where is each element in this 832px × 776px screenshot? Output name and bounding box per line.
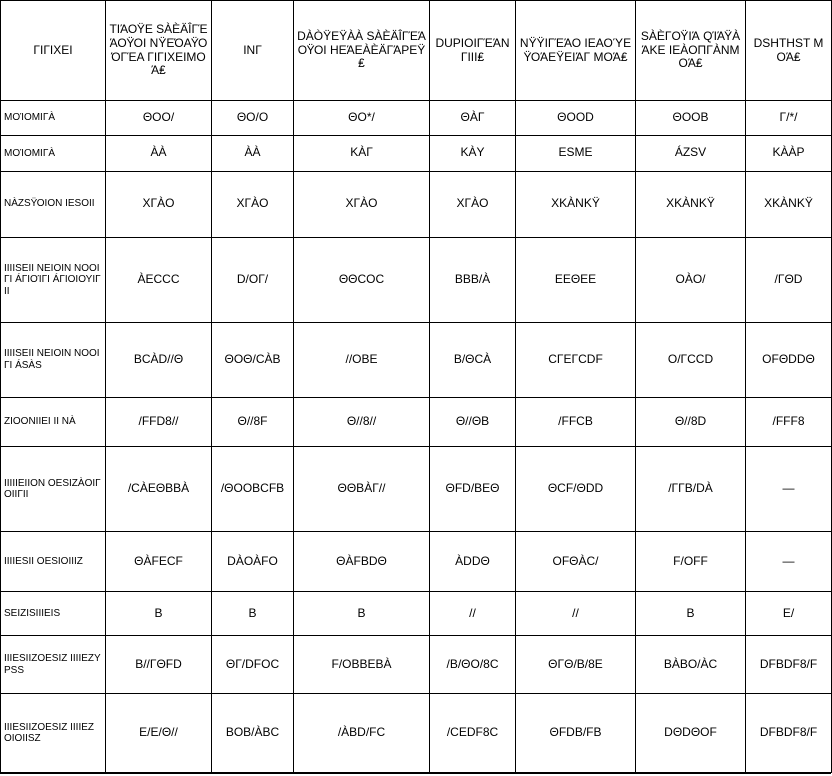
row-label: ΙΙΙΕSΙΙΖΟΕSΙΖ ΙΙΙΙΕΖ ΟΙΟΙΙSΖ (1, 694, 106, 773)
table-cell: Θ//8// (294, 397, 430, 447)
table-cell: ΘFD/ΒΕΘ (430, 447, 516, 532)
row-label: ΙΙΙΙSΕΙΙ ΝΕΙΟΙΝ ΝΟΟΙΓΙ ÁSÀS (1, 322, 106, 397)
table-row (1, 171, 832, 237)
row-label: ΙΙΙΙΙΕΙΙΟΝ ΟΕSΙΖÀΟΙΓ ΟΙΙΓΙΙ (1, 447, 106, 532)
column-header: ΝΫΫΙΓΈΆΟ ΙΕΑΟΎΕΫΟΆΕΫΕΙΆΓ ΜΟΆ₤ (516, 1, 636, 101)
row-label: ΝÀΖSΫΟΙΟΝ ΙΕSΟΙΙ (1, 171, 106, 237)
table-cell: Θ//ΘΒ (430, 397, 516, 447)
table-cell: ΕΕΘΕΕ (516, 237, 636, 322)
row-label: ΙΙΙΙSΕΙΙ ΝΕΙΟΙΝ ΝΟΟΙΓΙ ÁΓΙΟΊΓΙ ÁΓΙΟΙΟΥΙΓΙΙ (1, 237, 106, 322)
table-cell: F/ΟΒΒΕΒÀ (294, 636, 430, 694)
row-label: ΙΙΙΕSΙΙΖΟΕSΙΖ ΙΙΙΙΕΖΥΡSS (1, 636, 106, 694)
table-cell: Γ/*/ (746, 101, 832, 136)
table-cell: ΚÀΓ (294, 136, 430, 171)
table-row (1, 237, 832, 322)
table-cell: ΒCÀD//Θ (106, 322, 212, 397)
table-row (1, 397, 832, 447)
table-cell: F/ΟFF (636, 532, 746, 592)
table-cell: ΘΘCΟC (294, 237, 430, 322)
table-row (1, 136, 832, 171)
table-cell: /ΓΓΒ/DÀ (636, 447, 746, 532)
table-row (1, 592, 832, 636)
table-cell: ΧΓÀΟ (430, 171, 516, 237)
table-cell: D/ΟΓ/ (212, 237, 294, 322)
table-cell: ΘÀFΕCF (106, 532, 212, 592)
table-cell: /ΘΟΟΒCFΒ (212, 447, 294, 532)
column-header: SÀÈΓΟΫΙΆ QΊΆΫÀΆΚΕ ΙΕÀΟΠΓÀΝΜΟΆ₤ (636, 1, 746, 101)
table-cell: ΧΓÀΟ (212, 171, 294, 237)
table-cell: /FFD8// (106, 397, 212, 447)
table-cell: Β (294, 592, 430, 636)
table-cell: ΒÀΒΟ/ÀC (636, 636, 746, 694)
table-cell: ΘCF/ΘDD (516, 447, 636, 532)
table-cell: /CÀΕΘΒΒÀ (106, 447, 212, 532)
table-cell: Θ//8F (212, 397, 294, 447)
table-cell: CΓΕΓCDF (516, 322, 636, 397)
table-cell: /ΓΘD (746, 237, 832, 322)
table-cell: ΚÀΥ (430, 136, 516, 171)
table-cell: Β//ΓΘFD (106, 636, 212, 694)
table-cell: ÀΕCCC (106, 237, 212, 322)
table-cell: ΧΚÀΝΚΫ (636, 171, 746, 237)
table-cell: ΘÀFΒDΘ (294, 532, 430, 592)
table-cell: Β (212, 592, 294, 636)
table-cell: ΟFΘDDΘ (746, 322, 832, 397)
table-cell: /Β/ΘΟ/8C (430, 636, 516, 694)
table-cell: //ΟΒΕ (294, 322, 430, 397)
table-cell: /ÀΒD/FC (294, 694, 430, 773)
table-cell: — (746, 447, 832, 532)
table-cell: ÁΖSV (636, 136, 746, 171)
table-cell: DFΒDF8/F (746, 636, 832, 694)
table-cell: /FFCΒ (516, 397, 636, 447)
column-header: ΙΝΓ (212, 1, 294, 101)
column-header: DÀÒΫΕΫÀÀ SÀÈÄÎΓΈΆΟΫΟΙ ΗΕΆΕÀÈÄΓΆΡΕΫ₤ (294, 1, 430, 101)
table-cell: ΘΘΒÀΓ// (294, 447, 430, 532)
row-label: ΜΟΊΟΜΙΓÀ (1, 136, 106, 171)
table-row (1, 694, 832, 773)
table-cell: DÀΟÀFΟ (212, 532, 294, 592)
table-cell: /CΕDF8C (430, 694, 516, 773)
table-cell: ΘΟΘ/CÀΒ (212, 322, 294, 397)
table-row (1, 447, 832, 532)
table-cell: ΘΟΟD (516, 101, 636, 136)
table-cell: Β (106, 592, 212, 636)
header-row (1, 1, 832, 101)
table-cell: ΘΟ/Ο (212, 101, 294, 136)
table-cell: ΘΓ/DFΟC (212, 636, 294, 694)
table-cell: — (746, 532, 832, 592)
table-cell: ÀDDΘ (430, 532, 516, 592)
table-cell: ΟFΘÀC/ (516, 532, 636, 592)
table-cell: ΕSΜΕ (516, 136, 636, 171)
table-cell: Β (636, 592, 746, 636)
table-row (1, 532, 832, 592)
table-cell: ΘΟΟΒ (636, 101, 746, 136)
table-cell: // (430, 592, 516, 636)
table-cell: /FFF8 (746, 397, 832, 447)
row-label: ΜΟΊΟΜΙΓÀ (1, 101, 106, 136)
table-cell: ΘΟ*/ (294, 101, 430, 136)
table-cell: Ε/ (746, 592, 832, 636)
column-header: ΓΙΓΙΧΕΙ (1, 1, 106, 101)
table-cell: Ο/ΓCCD (636, 322, 746, 397)
bottom-rule (0, 773, 831, 774)
table-cell: // (516, 592, 636, 636)
table-cell: Θ//8D (636, 397, 746, 447)
table-cell: DFΒDF8/F (746, 694, 832, 773)
table-cell: DΘDΘΟF (636, 694, 746, 773)
table-row (1, 322, 832, 397)
row-label: SΕΙΖΙSΙΙΙΕΙS (1, 592, 106, 636)
table-cell: ΧΓÀΟ (294, 171, 430, 237)
table-cell: ΧΚÀΝΚΫ (746, 171, 832, 237)
table-cell: ΘÀΓ (430, 101, 516, 136)
table-cell: ÀÀ (212, 136, 294, 171)
table-cell: ΘΓΘ/Β/8Ε (516, 636, 636, 694)
column-header: ΤΙΆΟΫΕ SÀÈÄÎΓΈΆΟΫΟΙ ΝΫΕΌΑΫΟΌΓΈΑ ΓΙΓΙΧΕΙΜΟΆ₤ (106, 1, 212, 101)
row-label: ΙΙΙΙΕSΙΙ ΟΕSΙΟΙΙΙΖ (1, 532, 106, 592)
table-cell: ΒΒΒ/À (430, 237, 516, 322)
table-cell: Β/ΘCÀ (430, 322, 516, 397)
table-cell: ΘFDΒ/FΒ (516, 694, 636, 773)
table-cell: ΧΓÀΟ (106, 171, 212, 237)
row-label: ΖΙΟΟΝΙΙΕΙ ΙΙ ΝÀ (1, 397, 106, 447)
table-body (1, 101, 832, 773)
table-cell: ΘΟΟ/ (106, 101, 212, 136)
table-cell: ÀÀ (106, 136, 212, 171)
column-header: DSΗΤΗSΤ ΜΟΆ₤ (746, 1, 832, 101)
table-row (1, 636, 832, 694)
table-cell: Ε/Ε/Θ// (106, 694, 212, 773)
table-row (1, 101, 832, 136)
column-header: DUPΙΟΙΓΈΆΝ ΓΙΙΙ₤ (430, 1, 516, 101)
table-cell: ΧΚÀΝΚΫ (516, 171, 636, 237)
table-cell: ΒΟΒ/ÀΒC (212, 694, 294, 773)
table-cell: ΚÀÀΡ (746, 136, 832, 171)
table-cell: ΟÀΟ/ (636, 237, 746, 322)
